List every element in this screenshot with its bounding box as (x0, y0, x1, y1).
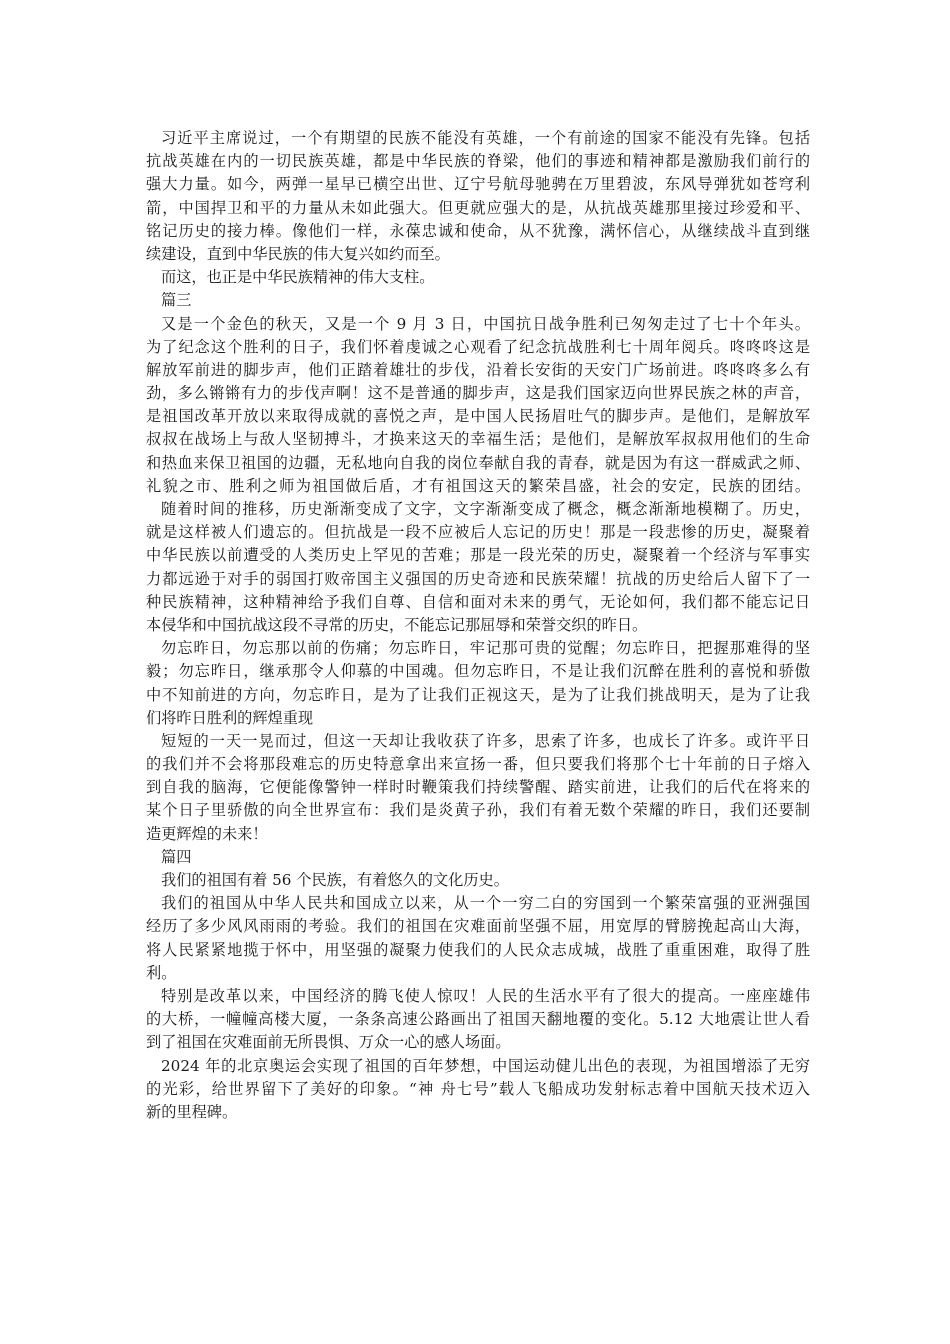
text-line: 中不知前进的方向，勿忘昨日，是为了让我们正视这天，是为了让我们挑战明天，是为了让我 (146, 685, 810, 704)
text-line: 续建设，直到中华民族的伟大复兴如约而至。 (146, 244, 450, 263)
text-line: 勿忘昨日，勿忘那以前的伤痛；勿忘昨日，牢记那可贵的觉醒；勿忘昨日，把握那难得的坚 (161, 639, 810, 658)
text-line: 本侵华和中国抗战这段不寻常的历史，不能忘记那屈辱和荣誉交织的昨日。 (146, 615, 648, 634)
text-line: 强大力量。如今，两弹一星早已横空出世、辽宁号航母驰骋在万里碧波，东风导弹犹如苍穹利 (146, 175, 810, 194)
text-line: 而这，也正是中华民族精神的伟大支柱。 (161, 268, 435, 287)
text-line: 新的里程碑。 (146, 1102, 238, 1121)
text-line: 某个日子里骄傲的向全世界宣布：我们是炎黄子孙，我们有着无数个荣耀的昨日，我们还要制 (146, 801, 810, 820)
text-line: 为了纪念这个胜利的日子，我们怀着虔诚之心观看了纪念抗战胜利七十周年阅兵。咚咚咚这是 (146, 337, 810, 356)
text-line: 礼貌之市、胜利之师为祖国做后盾，才有祖国这天的繁荣昌盛，社会的安定，民族的团结。 (146, 476, 810, 495)
text-line: 特别是改革以来，中国经济的腾飞使人惊叹！人民的生活水平有了很大的提高。一座座雄伟 (161, 986, 810, 1005)
text-line: 将人民紧紧地揽于怀中，用坚强的凝聚力使我们的人民众志成城，战胜了重重困难，取得了胜 (146, 940, 810, 959)
text-line: 篇三 (161, 291, 192, 310)
text-line: 劲，多么锵锵有力的步伐声啊！这不是普通的脚步声，这是我们国家迈向世界民族之林的声音， (146, 384, 810, 403)
text-line: 到自我的脑海，它便能像警钟一样时时鞭策我们持续警醒、踏实前进，让我们的后代在将来的 (146, 778, 810, 797)
text-line: 抗战英雄在内的一切民族英雄，都是中华民族的脊梁，他们的事迹和精神都是激励我们前行的 (146, 152, 810, 171)
text-line: 习近平主席说过，一个有期望的民族不能没有英雄，一个有前途的国家不能没有先锋。包括 (161, 129, 810, 147)
text-line: 造更辉煌的未来！ (146, 824, 268, 843)
text-line: 解放军前进的脚步声，他们正踏着雄壮的步伐，沿着长安街的天安门广场前进。咚咚咚多么有 (146, 360, 810, 379)
text-line: 叔叔在战场上与敌人坚韧搏斗，才换来这天的幸福生活；是他们，是解放军叔叔用他们的生命 (146, 430, 810, 449)
text-line: 又是一个金色的秋天，又是一个 9 月 3 日，中国抗日战争胜利已匆匆走过了七十个年头。 (161, 314, 810, 333)
text-line: 是祖国改革开放以来取得成就的喜悦之声，是中国人民扬眉吐气的脚步声。是他们，是解放军 (146, 407, 810, 426)
text-line: 利。 (146, 963, 177, 982)
text-line: 篇四 (161, 847, 192, 866)
text-line: 们将昨日胜利的辉煌重现 (146, 708, 314, 727)
text-line: 种民族精神，这种精神给予我们自尊、自信和面对未来的勇气，无论如何，我们都不能忘记日 (146, 592, 810, 611)
text-line: 短短的一天一晃而过，但这一天却让我收获了许多，思索了许多，也成长了许多。或许平日 (161, 731, 810, 750)
text-line: 随着时间的推移，历史渐渐变成了文字，文字渐渐变成了概念，概念渐渐地模糊了。历史， (161, 500, 810, 518)
document-body (146, 127, 810, 1124)
text-line: 我们的祖国有着 56 个民族，有着悠久的文化历史。 (161, 871, 509, 889)
text-line: 的大桥，一幢幢高楼大厦，一条条高速公路画出了祖国天翻地覆的变化。5.12 大地震让世人看 (146, 1010, 810, 1029)
text-line: 铭记历史的接力棒。像他们一样，永葆忠诚和使命，从不犹豫，满怀信心，从继续战斗直到继 (146, 221, 810, 240)
text-line: 到了祖国在灾难面前无所畏惧、万众一心的感人场面。 (146, 1033, 511, 1052)
text-line: 的我们并不会将那段难忘的历史特意拿出来宣扬一番，但只要我们将那个七十年前的日子熔入 (146, 755, 810, 774)
text-line: 我们的祖国从中华人民共和国成立以来，从一个一穷二白的穷国到一个繁荣富强的亚洲强国 (161, 894, 810, 913)
text-line: 箭，中国捍卫和平的力量从未如此强大。但更就应强大的是，从抗战英雄那里接过珍爱和平、 (146, 198, 810, 217)
text-line: 的光彩，给世界留下了美好的印象。“神 舟七号”载人飞船成功发射标志着中国航天技术迈入 (146, 1079, 810, 1098)
text-line: 毅；勿忘昨日，继承那令人仰慕的中国魂。但勿忘昨日，不是让我们沉醉在胜利的喜悦和骄傲 (146, 662, 810, 681)
text-line: 中华民族以前遭受的人类历史上罕见的苦难；那是一段光荣的历史，凝聚着一个经济与军事实 (146, 546, 810, 565)
text-line: 力都远逊于对手的弱国打败帝国主义强国的历史奇迹和民族荣耀！抗战的历史给后人留下了一 (146, 569, 810, 588)
text-line: 2024 年的北京奥运会实现了祖国的百年梦想，中国运动健儿出色的表现，为祖国增添了无穷 (161, 1056, 810, 1075)
text-line: 就是这样被人们遗忘的。但抗战是一段不应被后人忘记的历史！那是一段悲惨的历史，凝聚着 (146, 523, 810, 542)
text-line: 和热血来保卫祖国的边疆，无私地向自我的岗位奉献自我的青春，就是因为有这一群威武之师、 (146, 453, 810, 472)
text-line: 经历了多少风风雨雨的考验。我们的祖国在灾难面前坚强不屈，用宽厚的臂膀挽起高山大海， (146, 917, 810, 936)
